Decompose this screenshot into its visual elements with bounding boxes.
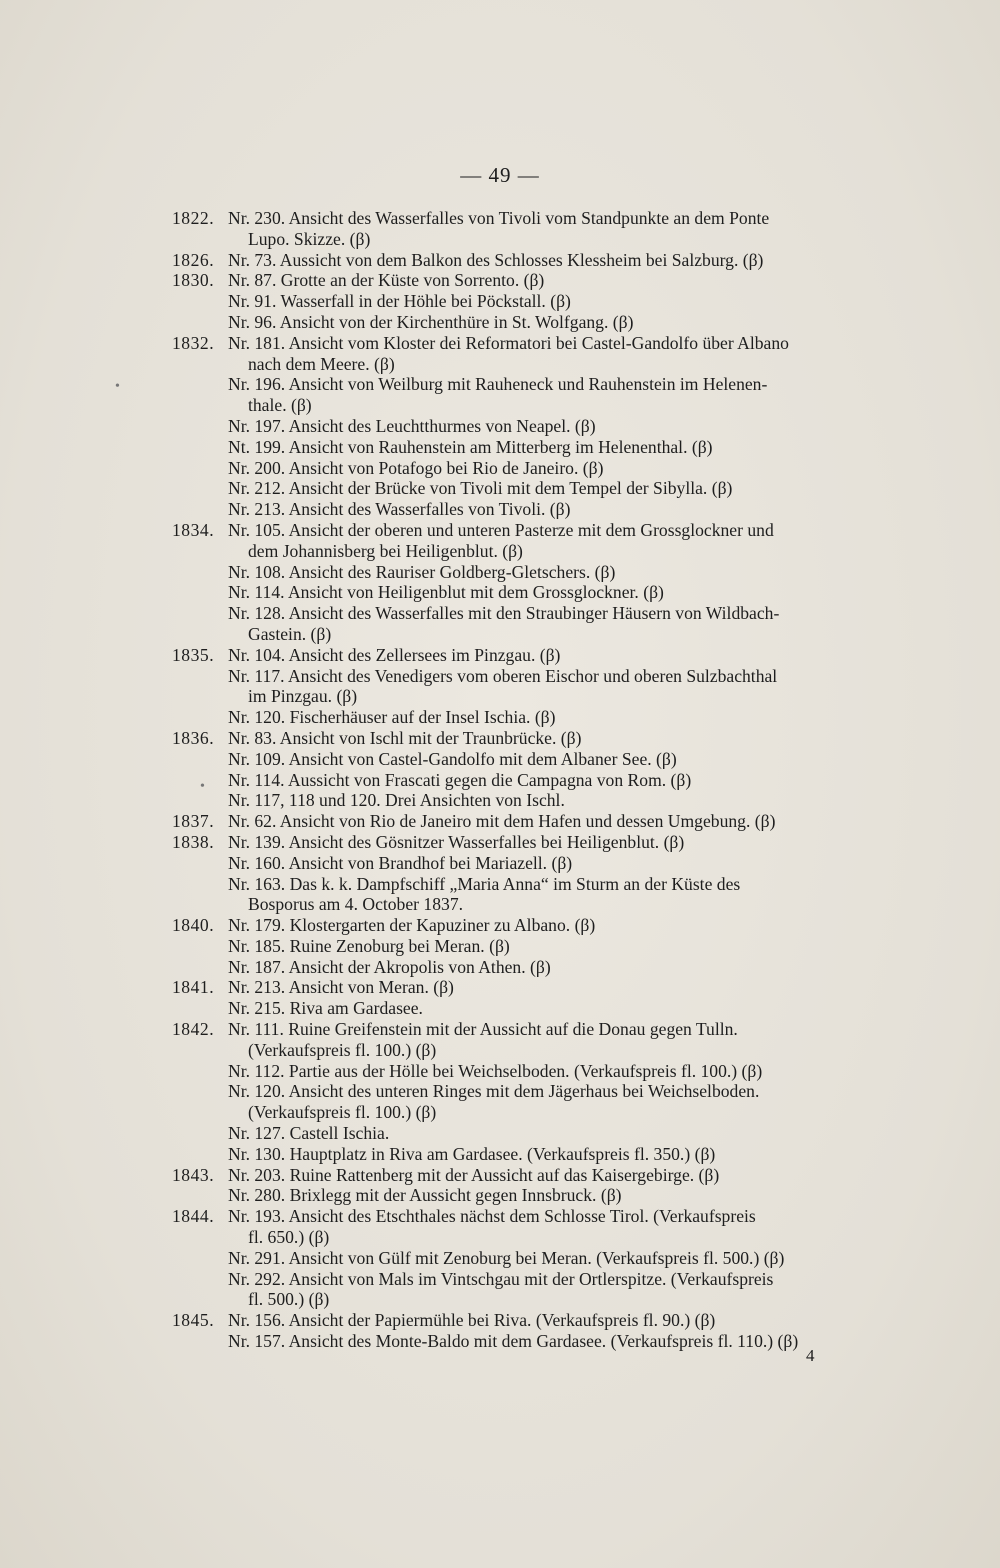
entry-line: Nr. 197. Ansicht des Leuchtthurmes von Neapel. (β) — [228, 415, 596, 436]
catalogue-entry — [0, 499, 1000, 520]
entry-line: Nr. 62. Ansicht von Rio de Janeiro mit dem Hafen und dessen Umgebung. (β) — [228, 811, 776, 832]
entry-text — [228, 374, 864, 416]
page-number: — 49 — — [460, 163, 540, 187]
entry-continuation-line: Bosporus am 4. October 1837. — [248, 894, 464, 915]
catalogue-entry — [0, 936, 1000, 957]
entry-text — [228, 666, 864, 708]
entry-text — [228, 1123, 864, 1144]
margin-mark: • — [200, 779, 205, 794]
entry-line: Nr. 128. Ansicht des Wasserfalles mit den Straubinger Häusern von Wildbach- — [228, 603, 780, 624]
entry-line: Nr. 87. Grotte an der Küste von Sorrento. (β) — [228, 270, 545, 291]
entry-text — [228, 1061, 864, 1082]
entry-year: 1832. — [172, 332, 215, 353]
catalogue-entry — [0, 1019, 1000, 1061]
entry-line: Nr. 179. Klostergarten der Kapuziner zu Albano. (β) — [228, 915, 596, 936]
catalogue-entry — [0, 416, 1000, 437]
entry-line: Nr. 196. Ansicht von Weilburg mit Rauheneck und Rauhenstein im Helenen- — [228, 374, 768, 395]
catalogue-entry — [0, 582, 1000, 603]
entry-text — [228, 1081, 864, 1123]
entry-line: Nr. 160. Ansicht von Brandhof bei Mariazell. (β) — [228, 852, 573, 873]
entry-continuation-line: Lupo. Skizze. (β) — [248, 228, 371, 249]
catalogue-entry — [0, 562, 1000, 583]
catalogue-entry — [0, 1165, 1000, 1186]
entry-text — [228, 416, 864, 437]
entry-line: Nr. 213. Ansicht von Meran. (β) — [228, 977, 454, 998]
entry-continuation-line: Gastein. (β) — [248, 623, 332, 644]
entry-line: Nr. 120. Fischerhäuser auf der Insel Ischia. (β) — [228, 707, 556, 728]
entry-line: Nr. 96. Ansicht von der Kirchenthüre in St. Wolfgang. (β) — [228, 311, 634, 332]
entry-text — [228, 645, 864, 666]
entry-text — [228, 250, 864, 271]
entry-line: Nr. 212. Ansicht der Brücke von Tivoli mit dem Tempel der Sibylla. (β) — [228, 478, 733, 499]
entry-line: Nr. 120. Ansicht des unteren Ringes mit dem Jägerhaus bei Weichselboden. — [228, 1081, 760, 1102]
entry-line: Nr. 114. Aussicht von Frascati gegen die Campagna von Rom. (β) — [228, 769, 692, 790]
entry-text — [228, 1165, 864, 1186]
entry-text — [228, 562, 864, 583]
entry-line: Nr. 292. Ansicht von Mals im Vintschgau mit der Ortlerspitze. (Verkaufspreis — [228, 1268, 774, 1289]
entry-year: 1837. — [172, 811, 215, 832]
catalogue-entry — [0, 707, 1000, 728]
entry-year: 1835. — [172, 644, 215, 665]
entry-line: Nr. 185. Ruine Zenoburg bei Meran. (β) — [228, 935, 510, 956]
entry-text — [228, 312, 864, 333]
catalogue-entry — [0, 1123, 1000, 1144]
catalogue-entry — [0, 208, 1000, 250]
entry-year: 1830. — [172, 270, 215, 291]
entry-text — [228, 437, 864, 458]
catalogue-entry — [0, 1144, 1000, 1165]
entry-year: 1843. — [172, 1164, 215, 1185]
entry-text — [228, 291, 864, 312]
entry-text — [228, 915, 864, 936]
entry-line: Nr. 200. Ansicht von Potafogo bei Rio de Janeiro. (β) — [228, 457, 604, 478]
entry-text — [228, 874, 864, 916]
catalogue-entry — [0, 270, 1000, 291]
catalogue-entry — [0, 770, 1000, 791]
entry-text — [228, 208, 864, 250]
catalogue-entry — [0, 1269, 1000, 1311]
entry-line: Nr. 105. Ansicht der oberen und unteren Pasterze mit dem Grossglockner und — [228, 519, 774, 540]
entry-line: Nr. 130. Hauptplatz in Riva am Gardasee. (Verkaufspreis fl. 350.) (β) — [228, 1143, 716, 1164]
entry-line: Nr. 139. Ansicht des Gösnitzer Wasserfalles bei Heiligenblut. (β) — [228, 831, 685, 852]
entry-continuation-line: dem Johannisberg bei Heiligenblut. (β) — [248, 540, 523, 561]
entry-text — [228, 728, 864, 749]
entry-line: Nr. 157. Ansicht des Monte-Baldo mit dem Gardasee. (Verkaufspreis fl. 110.) (β) — [228, 1331, 799, 1352]
catalogue-entry — [0, 1185, 1000, 1206]
entry-text — [228, 478, 864, 499]
catalogue-entry — [0, 291, 1000, 312]
margin-mark: • — [115, 379, 120, 394]
entry-text — [228, 520, 864, 562]
catalogue-entry — [0, 998, 1000, 1019]
entry-line: Nr. 230. Ansicht des Wasserfalles von Tivoli vom Standpunkte an dem Ponte — [228, 208, 770, 228]
catalogue-entry — [0, 915, 1000, 936]
catalogue-entry — [0, 666, 1000, 708]
catalogue-entry — [0, 728, 1000, 749]
entry-line: Nr. 187. Ansicht der Akropolis von Athen. (β) — [228, 956, 551, 977]
entry-text — [228, 853, 864, 874]
catalogue-entry — [0, 374, 1000, 416]
entry-continuation-line: fl. 500.) (β) — [248, 1289, 330, 1310]
entry-continuation-line: (Verkaufspreis fl. 100.) (β) — [248, 1102, 437, 1123]
catalogue-entry — [0, 1206, 1000, 1248]
entry-year: 1822. — [172, 208, 215, 228]
entry-line: Nr. 83. Ansicht von Ischl mit der Traunbrücke. (β) — [228, 727, 582, 748]
entry-line: Nr. 109. Ansicht von Castel-Gandolfo mit dem Albaner See. (β) — [228, 748, 677, 769]
entry-text — [228, 811, 864, 832]
catalogue-entry — [0, 1081, 1000, 1123]
catalogue-entry — [0, 1061, 1000, 1082]
entry-continuation-line: thale. (β) — [248, 395, 312, 416]
entry-year: 1834. — [172, 519, 215, 540]
entry-line: Nr. 112. Partie aus der Hölle bei Weichselboden. (Verkaufspreis fl. 100.) (β) — [228, 1060, 763, 1081]
catalogue-entry — [0, 1248, 1000, 1269]
entry-year: 1836. — [172, 727, 215, 748]
entry-text — [228, 998, 864, 1019]
entry-continuation-line: fl. 650.) (β) — [248, 1227, 330, 1248]
entry-line: Nr. 117, 118 und 120. Drei Ansichten von Ischl. — [228, 790, 565, 811]
entry-text — [228, 707, 864, 728]
catalogue-entry — [0, 977, 1000, 998]
catalogue-entry — [0, 811, 1000, 832]
catalogue-entry-list — [0, 208, 1000, 1352]
entry-line: Nr. 156. Ansicht der Papiermühle bei Riva. (Verkaufspreis fl. 90.) (β) — [228, 1310, 716, 1331]
catalogue-entry — [0, 874, 1000, 916]
entry-line: Nr. 73. Aussicht von dem Balkon des Schlosses Klessheim bei Salzburg. (β) — [228, 249, 764, 270]
entry-text — [228, 1144, 864, 1165]
entry-text — [228, 832, 864, 853]
entry-year: 1844. — [172, 1206, 215, 1227]
catalogue-entry — [0, 749, 1000, 770]
entry-line: Nr. 193. Ansicht des Etschthales nächst dem Schlosse Tirol. (Verkaufspreis — [228, 1206, 756, 1227]
entry-text — [228, 333, 864, 375]
catalogue-entry — [0, 478, 1000, 499]
entry-line: Nr. 114. Ansicht von Heiligenblut mit dem Grossglockner. (β) — [228, 582, 664, 603]
entry-line: Nr. 213. Ansicht des Wasserfalles von Tivoli. (β) — [228, 499, 571, 520]
catalogue-entry — [0, 1310, 1000, 1331]
catalogue-entry — [0, 790, 1000, 811]
entry-year: 1838. — [172, 831, 215, 852]
catalogue-entry — [0, 312, 1000, 333]
entry-text — [228, 1269, 864, 1311]
entry-line: Nr. 280. Brixlegg mit der Aussicht gegen Innsbruck. (β) — [228, 1185, 622, 1206]
entry-year: 1842. — [172, 1019, 215, 1040]
entry-line: Nr. 91. Wasserfall in der Höhle bei Pöckstall. (β) — [228, 291, 571, 312]
catalogue-entry — [0, 832, 1000, 853]
entry-text — [228, 790, 864, 811]
entry-text — [228, 957, 864, 978]
entry-year: 1841. — [172, 977, 215, 998]
entry-line: Nr. 108. Ansicht des Rauriser Goldberg-Gletschers. (β) — [228, 561, 616, 582]
entry-line: Nr. 111. Ruine Greifenstein mit der Aussicht auf die Donau gegen Tulln. — [228, 1019, 738, 1040]
entry-continuation-line: (Verkaufspreis fl. 100.) (β) — [248, 1039, 437, 1060]
entry-line: Nr. 203. Ruine Rattenberg mit der Aussicht auf das Kaisergebirge. (β) — [228, 1164, 720, 1185]
entry-year: 1826. — [172, 249, 215, 270]
entry-text — [228, 582, 864, 603]
entry-continuation-line: im Pinzgau. (β) — [248, 686, 358, 707]
entry-text — [228, 499, 864, 520]
entry-continuation-line: nach dem Meere. (β) — [248, 353, 395, 374]
entry-line: Nt. 199. Ansicht von Rauhenstein am Mitterberg im Helenenthal. (β) — [228, 436, 713, 457]
entry-text — [228, 1310, 864, 1331]
catalogue-entry — [0, 437, 1000, 458]
catalogue-entry — [0, 645, 1000, 666]
entry-text — [228, 936, 864, 957]
entry-year: 1845. — [172, 1310, 215, 1331]
entry-text — [228, 770, 864, 791]
catalogue-entry — [0, 333, 1000, 375]
entry-text — [228, 603, 864, 645]
entry-text — [228, 1185, 864, 1206]
entry-text — [228, 977, 864, 998]
entry-text — [228, 749, 864, 770]
catalogue-entry — [0, 853, 1000, 874]
signature-mark: 4 — [806, 1346, 815, 1365]
entry-line: Nr. 291. Ansicht von Gülf mit Zenoburg bei Meran. (Verkaufspreis fl. 500.) (β) — [228, 1247, 785, 1268]
catalogue-entry — [0, 250, 1000, 271]
catalogue-entry — [0, 1331, 1000, 1352]
entry-text — [228, 458, 864, 479]
entry-year: 1840. — [172, 915, 215, 936]
entry-text — [228, 1019, 864, 1061]
entry-text — [228, 270, 864, 291]
catalogue-entry — [0, 957, 1000, 978]
entry-text — [228, 1206, 864, 1248]
entry-text — [228, 1248, 864, 1269]
entry-line: Nr. 104. Ansicht des Zellersees im Pinzgau. (β) — [228, 644, 561, 665]
catalogue-entry — [0, 520, 1000, 562]
entry-line: Nr. 127. Castell Ischia. — [228, 1123, 390, 1144]
entry-line: Nr. 163. Das k. k. Dampfschiff „Maria Anna“ im Sturm an der Küste des — [228, 873, 741, 894]
entry-line: Nr. 117. Ansicht des Venedigers vom oberen Eischor und oberen Sulzbachthal — [228, 665, 778, 686]
entry-line: Nr. 215. Riva am Gardasee. — [228, 998, 423, 1019]
catalogue-entry — [0, 603, 1000, 645]
entry-line: Nr. 181. Ansicht vom Kloster dei Reformatori bei Castel-Gandolfo über Albano — [228, 332, 789, 353]
catalogue-entry — [0, 458, 1000, 479]
entry-text — [228, 1331, 864, 1352]
